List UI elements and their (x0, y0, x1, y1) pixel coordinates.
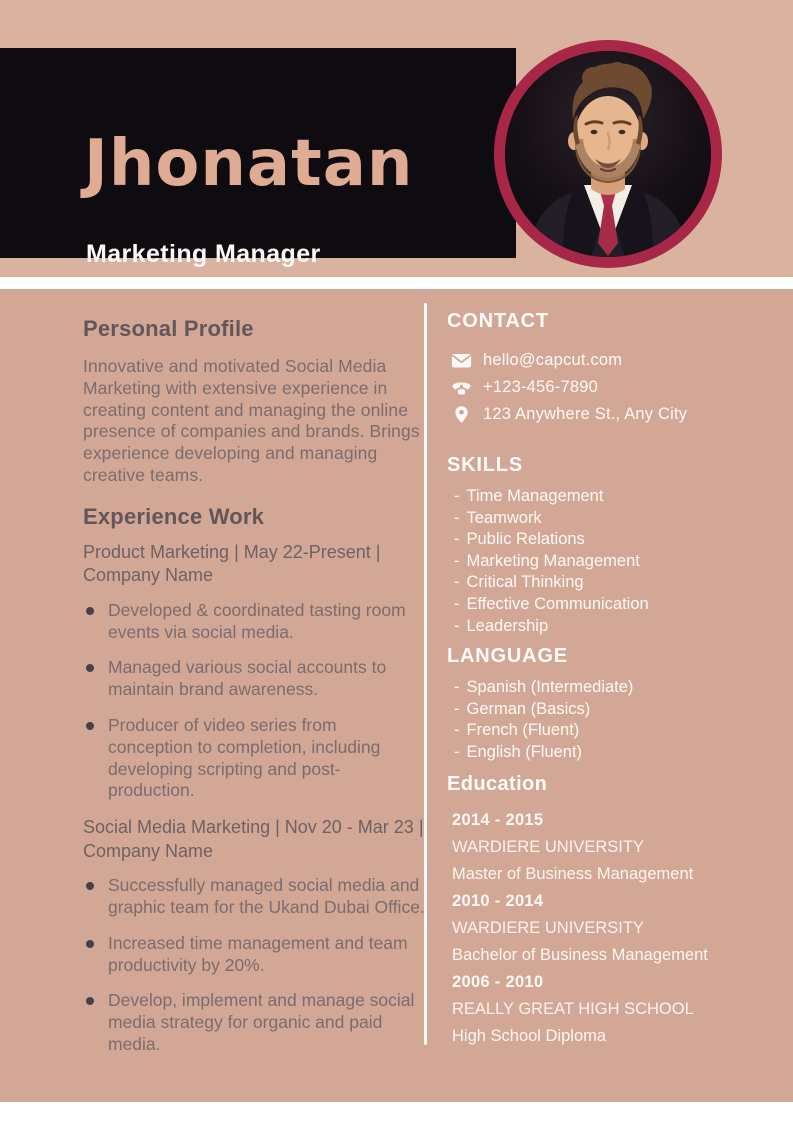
skill-label: Time Management (466, 487, 604, 505)
dash-bullet: - (454, 616, 460, 635)
dash-bullet: - (454, 573, 460, 592)
education-school: WARDIERE UNIVERSITY (452, 837, 644, 856)
skill-label: Public Relations (466, 530, 585, 549)
skill-label: Teamwork (466, 508, 542, 527)
skills-list (447, 486, 782, 637)
skill-item (454, 616, 782, 638)
profile-photo (505, 51, 711, 257)
skill-label: Effective Communication (466, 594, 649, 613)
dash-bullet: - (454, 742, 460, 761)
language-label: Spanish (Intermediate) (466, 678, 634, 697)
personal-profile-text: Innovative and motivated Social Media Marketing with extensive experience in creating content and managing the online presence of companies and brands. Brings experience developing and managing creative teams. (83, 356, 420, 485)
job-bullet: Managed various social accounts to maintain brand awareness. (83, 657, 425, 701)
contact-row-phone (451, 374, 782, 401)
person-role: Marketing Manager (86, 240, 321, 268)
person-name: Jhonatan (84, 127, 414, 201)
dash-bullet: - (454, 721, 460, 740)
contact-row-email (451, 347, 782, 374)
contact-address: 123 Anywhere St., Any City (483, 405, 688, 423)
language-item (454, 720, 782, 742)
education-school: REALLY GREAT HIGH SCHOOL (452, 999, 694, 1018)
dash-bullet: - (454, 678, 460, 697)
dash-bullet: - (454, 551, 460, 570)
header-black-band (0, 48, 516, 268)
language-label: French (Fluent) (466, 721, 580, 740)
language-list (447, 677, 782, 763)
contact-row-address (451, 401, 782, 428)
contact-email: hello@capcut.com (483, 351, 623, 369)
dash-bullet: - (454, 487, 460, 505)
education-degree: High School Diploma (452, 1026, 607, 1045)
job-title: Social Media Marketing | Nov 20 - Mar 23 | Company Name (83, 817, 424, 861)
photo-ring (494, 40, 722, 268)
job-bullet-list (83, 600, 425, 802)
education-heading: Education (447, 772, 548, 795)
dash-bullet: - (454, 508, 460, 527)
education-list (447, 807, 782, 1050)
job-title: Product Marketing | May 22-Present | Company Name (83, 541, 381, 586)
right-column (447, 289, 782, 1050)
education-years: 2014 - 2015 (452, 810, 544, 829)
portrait-illustration (505, 51, 711, 257)
skill-item (454, 594, 782, 616)
envelope-icon (451, 351, 472, 370)
education-degree: Bachelor of Business Management (452, 945, 708, 964)
experience-heading: Experience Work (83, 503, 265, 529)
job-bullet: Successfully managed social media and graphic team for the Ukand Dubai Office. (83, 875, 425, 919)
body-panel (0, 289, 793, 1102)
location-icon (451, 405, 472, 424)
dash-bullet: - (454, 530, 460, 549)
language-item (454, 677, 782, 699)
education-degree: Master of Business Management (452, 864, 694, 883)
language-item (454, 699, 782, 721)
skill-item (454, 572, 782, 594)
job-bullet: Producer of video series from conception to completion, including developing scripting and post-production. (83, 715, 425, 802)
education-school: WARDIERE UNIVERSITY (452, 918, 644, 937)
education-years: 2010 - 2014 (452, 891, 544, 910)
skill-label: Critical Thinking (466, 573, 584, 592)
language-heading: LANGUAGE (447, 645, 568, 668)
language-label: German (Basics) (466, 699, 591, 718)
skill-item (454, 529, 782, 551)
job-bullet: Increased time management and team productivity by 20%. (83, 933, 425, 977)
dash-bullet: - (454, 594, 460, 613)
skill-label: Leadership (466, 616, 549, 635)
skill-item (454, 508, 782, 530)
contact-heading: CONTACT (447, 310, 549, 332)
language-item (454, 742, 782, 764)
skills-heading: SKILLS (447, 454, 523, 476)
education-years: 2006 - 2010 (452, 972, 544, 991)
job-bullet: Develop, implement and manage social media strategy for organic and paid media. (83, 990, 425, 1055)
header-background (0, 0, 793, 277)
skill-label: Marketing Management (466, 551, 640, 570)
job-bullet: Developed & coordinated tasting room events via social media. (83, 600, 425, 644)
phone-icon (451, 378, 472, 397)
personal-profile-heading: Personal Profile (83, 316, 254, 341)
language-label: English (Fluent) (466, 742, 583, 761)
left-column (83, 289, 425, 1070)
skill-item (454, 551, 782, 573)
contact-list (447, 347, 782, 428)
dash-bullet: - (454, 699, 460, 718)
job-bullet-list (83, 875, 425, 1056)
contact-phone: +123-456-7890 (483, 378, 598, 396)
skill-item (454, 486, 782, 508)
